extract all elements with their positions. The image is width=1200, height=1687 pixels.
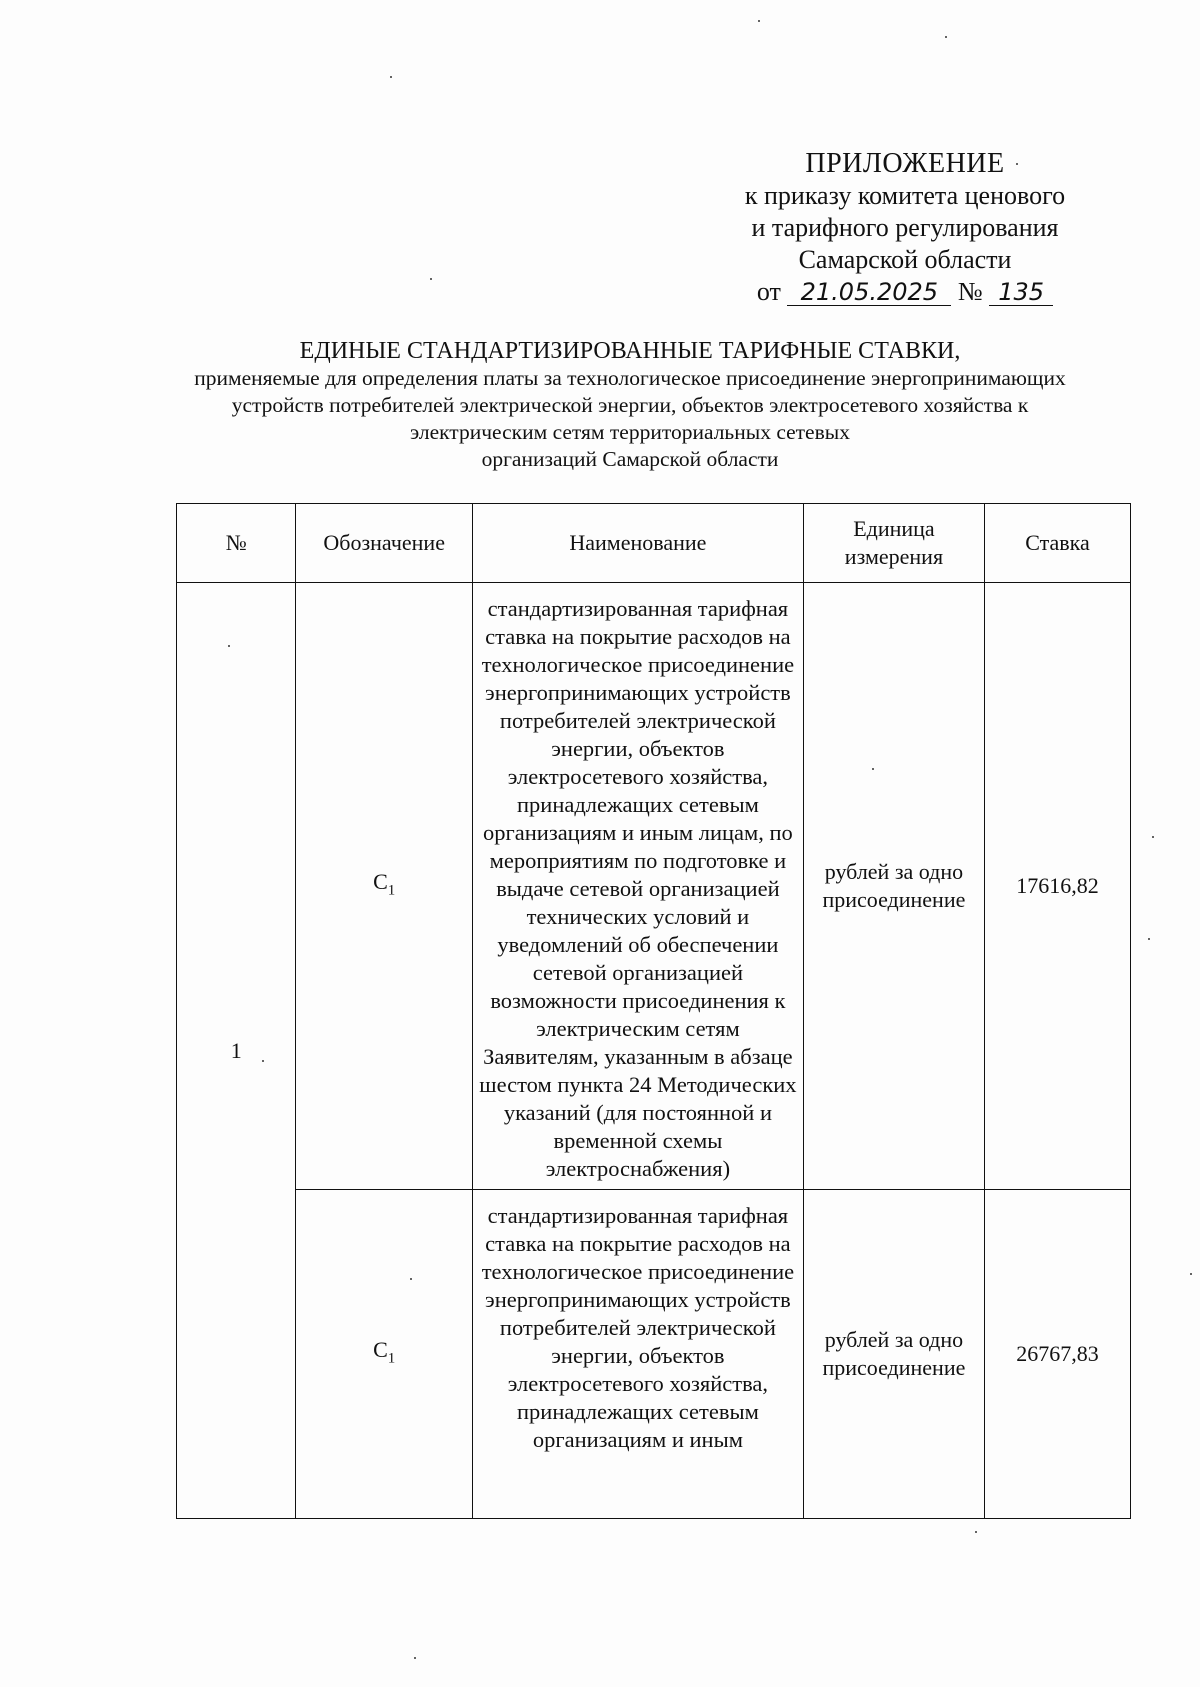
header-unit: Единица измерения (803, 504, 984, 583)
name-cell: стандартизированная тарифная ставка на покрытие расходов на технологическое присоединение энергопринимающих устройств потребителей электрической энергии, объектов электросетевого хозяйства, принадлежащих сетевым организациям и иным лицам, по мероприятиям по подготовке и выдаче сетевой организацией технических условий и уведомлений об обеспечении сетевой организацией возможности присоединения к электрическим сетям Заявителям, указанным в абзаце шестом пункта 24 Методических указаний (для постоянной и временной схемы электроснабжения) (472, 583, 803, 1190)
table-row (177, 583, 1131, 1190)
rate-cell: 26767,83 (984, 1190, 1130, 1519)
unit-cell: рублей за одно присоединение (803, 583, 984, 1190)
appendix-block (700, 148, 1110, 308)
handwritten-number: 135 (989, 279, 1053, 306)
appendix-line: и тарифного регулирования (751, 213, 1059, 242)
code-subscript: 1 (387, 882, 396, 899)
scan-speck (414, 1657, 416, 1659)
rate-cell: 17616,82 (984, 583, 1130, 1190)
title-line: применяемые для определения платы за технологическое присоединение энергопринимающих (194, 366, 1066, 390)
code-base: C (373, 1336, 388, 1362)
handwritten-date: 21.05.2025 (787, 279, 951, 306)
row-number-value: 1 (230, 1037, 242, 1063)
scan-speck (390, 76, 392, 78)
order-date-line (757, 276, 1053, 308)
scan-speck (975, 1531, 977, 1533)
code-base: C (373, 868, 388, 894)
title-line: устройств потребителей электрической энергии, объектов электросетевого хозяйства к (231, 393, 1029, 417)
scan-speck (1152, 836, 1154, 838)
appendix-heading: ПРИЛОЖЕНИЕ (805, 148, 1005, 179)
header-rate: Ставка (984, 504, 1130, 583)
title-main: ЕДИНЫЕ СТАНДАРТИЗИРОВАННЫЕ ТАРИФНЫЕ СТАВКИ, (299, 338, 961, 364)
scan-speck (1190, 1273, 1192, 1275)
number-prefix: № (957, 277, 983, 306)
code-subscript: 1 (387, 1350, 396, 1367)
header-no: № (177, 504, 296, 583)
appendix-line: к приказу комитета ценового (744, 181, 1066, 210)
scan-speck (430, 278, 432, 280)
scan-speck (1148, 938, 1150, 940)
title-line: электрическим сетям территориальных сетевых (410, 420, 850, 444)
rates-table (176, 503, 1131, 1519)
document-title (150, 338, 1110, 473)
header-code: Обозначение (296, 504, 472, 583)
appendix-line: Самарской области (798, 245, 1012, 274)
date-prefix: от (756, 277, 781, 306)
unit-cell: рублей за одно присоединение (803, 1190, 984, 1519)
header-name: Наименование (472, 504, 803, 583)
code-cell (296, 583, 472, 1190)
title-line: организаций Самарской области (481, 447, 779, 471)
code-cell (296, 1190, 472, 1519)
row-number (177, 583, 296, 1519)
scan-speck (945, 36, 947, 38)
table-header-row (177, 504, 1131, 583)
name-cell: стандартизированная тарифная ставка на покрытие расходов на технологическое присоединение энергопринимающих устройств потребителей электрической энергии, объектов электросетевого хозяйства, принадлежащих сетевым организациям и иным (472, 1190, 803, 1519)
table-row (177, 1190, 1131, 1519)
scan-speck (758, 20, 760, 22)
